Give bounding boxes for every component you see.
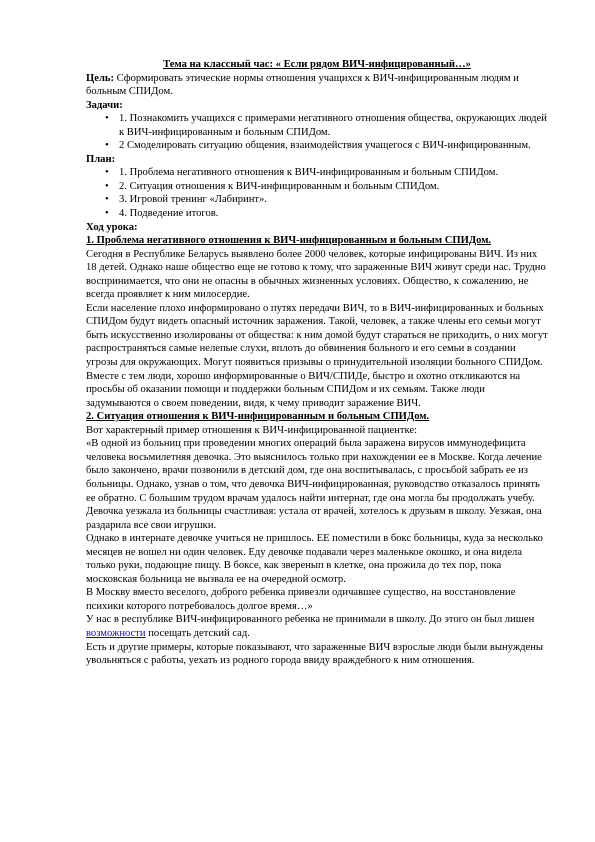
closing-text: У нас в республике ВИЧ-инфицированного ребенка не принимали в школу. До этого он был лишен: [86, 614, 535, 626]
quote-paragraph: В Москву вместо веселого, доброго ребенка привезли одичавшее существо, на восстановление психики которого потребовалось долгое время…»: [86, 587, 516, 612]
plan-list: [86, 166, 548, 220]
section2-heading: 2. Ситуация отношения к ВИЧ-инфицированным и больным СПИДом.: [86, 411, 430, 423]
goal-label: Цель:: [86, 72, 115, 84]
section1-paragraph: Сегодня в Республике Беларусь выявлено более 2000 человек, которые инфицированы ВИЧ. Из них 18 детей. Однако наше общество еще не готово к тому, что зараженные ВИЧ живут среди нас. Трудно воспринимается, что они не опасны в обычных жизненных условиях. Общество, к сожалению, не всегда проявляет к ним милосердие.: [86, 248, 546, 301]
section1-paragraph: Если население плохо информировано о путях передачи ВИЧ, то в ВИЧ-инфицированных и больных СПИДом будут видеть опасный источник заражения. Такой, человек, а также члены его семьи могут быть искусственно изолированы от общества: к ним домой будут стараться не приходить, о них могут распространяться самые нелепые слухи, вплоть до обвинения больного и его семьи в создании угрозы для окружающих. Могут появиться призывы о принудительной изоляции больного СПИДом. Вместе с тем люди, хорошо информированные о ВИЧ/СПИДе, быстро и охотно откликаются на просьбы об оказании помощи и поддержки больным СПИДом и их семьям. Также люди задумываются о своем поведении, видя, к чему приводит заражение ВИЧ.: [86, 302, 548, 409]
goal-paragraph: [86, 72, 548, 99]
list-item: • 4. Подведение итогов.: [86, 207, 548, 221]
tasks-list: [86, 112, 548, 153]
document-title: Тема на классный час: « Если рядом ВИЧ-инфицированный…»: [163, 59, 471, 70]
lesson-heading: Ход урока:: [86, 221, 138, 233]
plan-heading: План:: [86, 153, 116, 165]
list-item: • 3. Игровой тренинг «Лабиринт».: [86, 193, 548, 207]
list-item: • 2 Смоделировать ситуацию общения, взаимодействия учащегося с ВИЧ-инфицированным.: [86, 139, 548, 153]
possibility-link[interactable]: возможности: [86, 627, 146, 639]
list-item: • 1. Познакомить учащихся с примерами негативного отношения общества, окружающих людей к ВИЧ-инфицированным и больным СПИДом.: [86, 112, 548, 139]
quote-paragraph: Однако в интернате девочке учиться не пришлось. ЕЕ поместили в бокс больницы, куда за несколько месяцев не вошел ни один человек. Еду девочке подавали через маленькое окошко, и она видела только руки, подающие пищу. В боксе, как зверенып в клетке, она прожила до тех пор, пока московская больница не вызвала ее на очередной осмотр.: [86, 533, 543, 585]
goal-text: Сформировать этические нормы отношения учащихся к ВИЧ-инфицированным людям и больным СПИДом.: [86, 72, 519, 98]
list-item: • 1. Проблема негативного отношения к ВИЧ-инфицированным и больным СПИДом.: [86, 166, 548, 180]
section1-heading: 1. Проблема негативного отношения к ВИЧ-инфицированным и больным СПИДом.: [86, 235, 492, 247]
quote-paragraph: Девочка уезжала из больницы счастливая: устала от врачей, хотелось к друзьям в школу. Уезжая, она раздарила все свои игрушки.: [86, 506, 542, 531]
section2-intro: Вот характерный пример отношения к ВИЧ-инфицированной пациентке:: [86, 424, 418, 436]
closing-paragraph: [86, 613, 548, 640]
list-item: • 2. Ситуация отношения к ВИЧ-инфицированным и больным СПИДом.: [86, 180, 548, 194]
document-page: [86, 58, 548, 668]
tasks-heading: Задачи:: [86, 99, 123, 111]
quote-paragraph: «В одной из больниц при проведении многих операций была заражена вирусов иммунодефицита человека восьмилетняя девочка. Это выяснилось только при нахождении ее в Москве. Когда лечение было закончено, врачи позвонили в детский дом, где она воспитывалась, с просьбой забрать ее из больницы. Однако, узнав о том, что девочка ВИЧ-инфицированная, руководство отказалось принять ее обратно. С большим трудом врачам удалось найти интернат, где она могла бы продолжать учебу.: [86, 438, 542, 504]
closing-paragraph: Есть и другие примеры, которые показывают, что зараженные ВИЧ взрослые люди были вынуждены увольняться с работы, уехать из родного города ввиду враждебного к ним отношения.: [86, 641, 544, 667]
closing-text: посещать детский сад.: [145, 627, 250, 639]
